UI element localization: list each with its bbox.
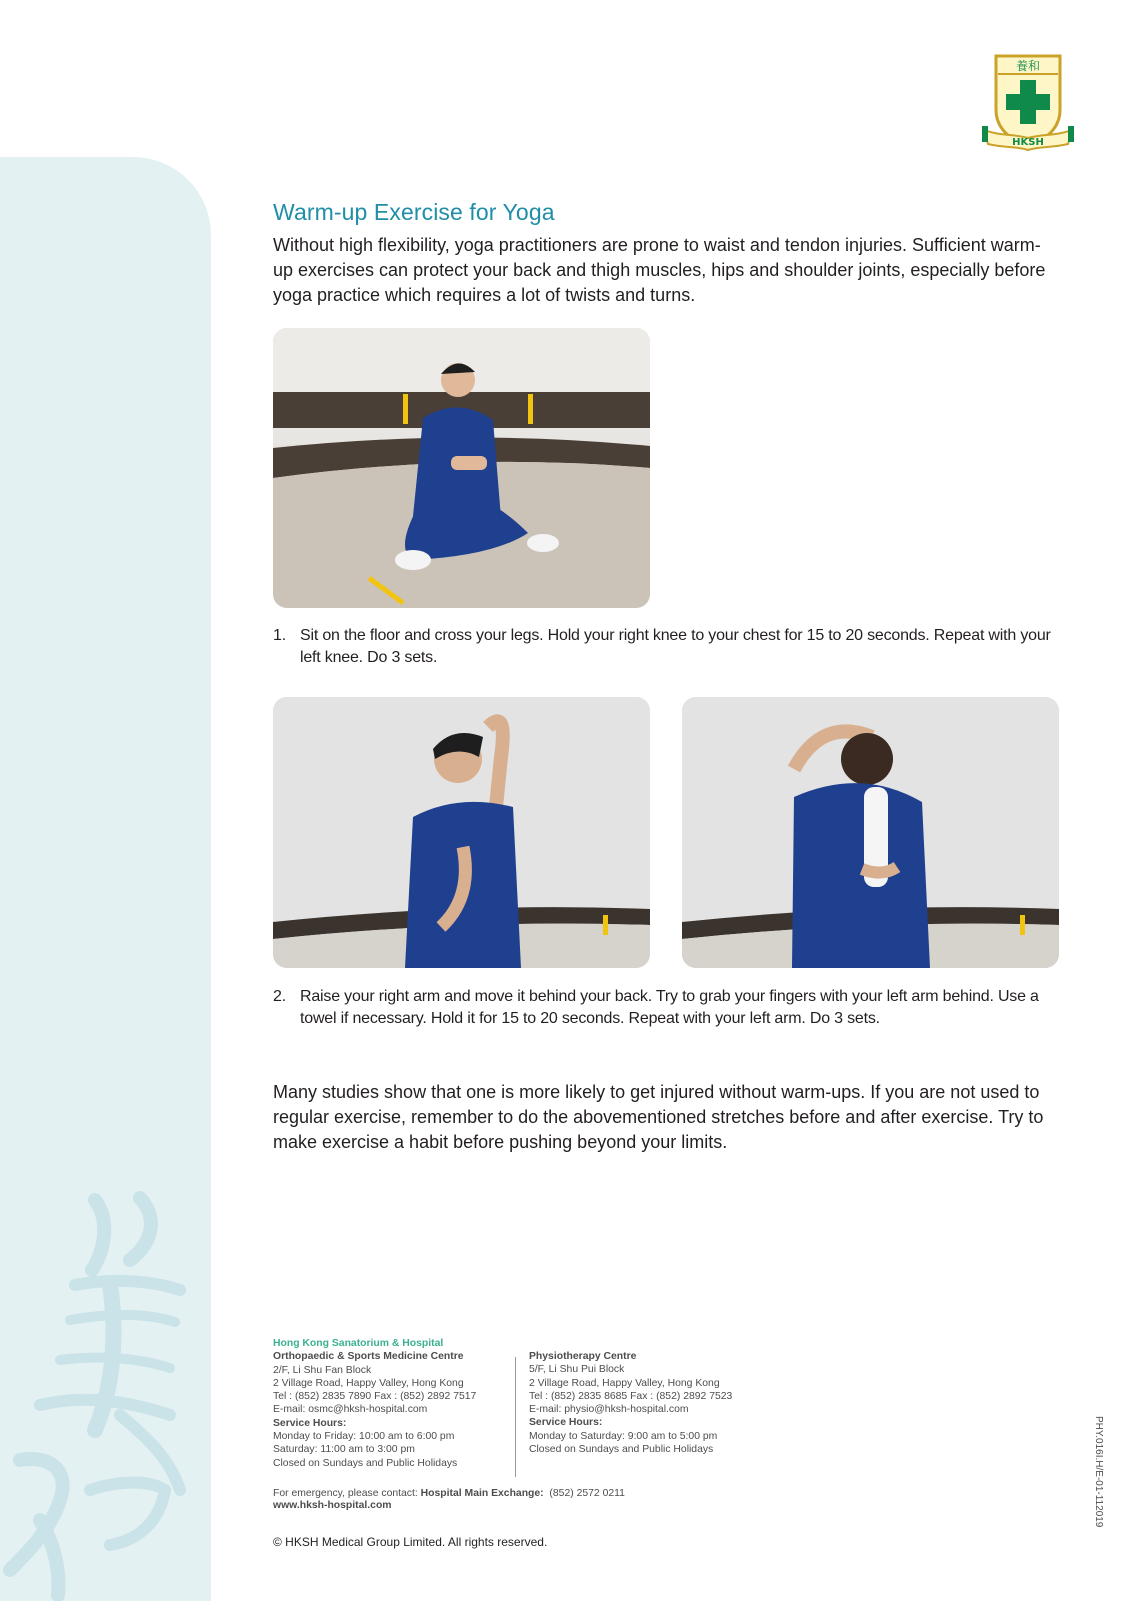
centre-b-email: E-mail: physio@hksh-hospital.com [529,1404,689,1416]
logo-abbreviation: HKSH [1012,137,1044,148]
centre-a-email: E-mail: osmc@hksh-hospital.com [273,1404,428,1416]
centre-b-address: 2 Village Road, Happy Valley, Hong Kong [529,1377,720,1389]
centre-b-hours: Monday to Saturday: 9:00 am to 5:00 pm [529,1430,718,1442]
centre-a-hours: Saturday: 11:00 am to 3:00 pm [273,1444,415,1456]
document-code: PHY.016I.H/E-01-112019 [1093,1416,1104,1528]
centre-a-hours: Monday to Friday: 10:00 am to 6:00 pm [273,1431,455,1443]
contact-physio [529,1350,769,1456]
centre-a-hours: Closed on Sundays and Public Holidays [273,1457,458,1469]
logo-chinese-text: 養和 [1015,59,1041,73]
contact-osmc [273,1337,513,1470]
centre-a-hours-label: Service Hours: [273,1417,347,1429]
exercise-photo-arm-stretch-towel [682,697,1059,968]
centre-a-address: 2 Village Road, Happy Valley, Hong Kong [273,1377,464,1389]
emergency-label: Hospital Main Exchange: [420,1488,544,1499]
step-1-number: 1. [273,627,286,644]
centre-b-hours-label: Service Hours: [529,1417,603,1429]
emergency-prefix: For emergency, please contact: [273,1488,421,1499]
calligraphy-watermark [0,1190,211,1601]
step-1 [273,625,1063,669]
centre-b-hours: Closed on Sundays and Public Holidays [529,1444,714,1456]
step-2-text: Raise your right arm and move it behind your back. Try to grab your fingers with your left arm behind. Use a towel if necessary. Hold it for 15 to 20 seconds. Repeat with your left arm. Do 3 sets. [300,988,1039,1027]
step-2-number: 2. [273,988,286,1005]
centre-a-name: Orthopaedic & Sports Medicine Centre [273,1351,464,1363]
centre-b-phone-fax: Tel : (852) 2835 8685 Fax : (852) 2892 7523 [529,1390,733,1402]
step-2 [273,986,1063,1030]
copyright-notice: © HKSH Medical Group Limited. All rights reserved. [273,1535,548,1549]
centre-b-name: Physiotherapy Centre [529,1351,637,1362]
emergency-contact [273,1487,625,1500]
article-intro: Without high flexibility, yoga practitioners are prone to waist and tendon injuries. Sufficient warm-up exercises can protect your back and thigh muscles, hips and shoulder joints, especially before yoga practice which requires a lot of twists and turns. [273,235,1046,305]
centre-a-floor: 2/F, Li Shu Fan Block [273,1364,372,1376]
closing-paragraph: Many studies show that one is more likely to get injured without warm-ups. If you are not used to regular exercise, remember to do the abovementioned stretches before and after exercise. Try to make exercise a habit before pushing beyond your limits. [273,1082,1044,1152]
centre-b-floor: 5/F, Li Shu Pui Block [529,1364,625,1376]
exercise-photo-arm-stretch-side [273,697,650,968]
organization-name: Hong Kong Sanatorium & Hospital [273,1338,444,1349]
step-1-text: Sit on the floor and cross your legs. Hold your right knee to your chest for 15 to 20 seconds. Repeat with your left knee. Do 3 sets. [300,627,1051,666]
footer-divider [515,1357,516,1477]
centre-a-phone-fax: Tel : (852) 2835 7890 Fax : (852) 2892 7517 [273,1391,477,1403]
exercise-photo-knee-hug [273,328,650,608]
article-title: Warm-up Exercise for Yoga [273,199,555,225]
hksh-logo [980,52,1076,152]
emergency-phone: (852) 2572 0211 [549,1488,625,1499]
website-link[interactable]: www.hksh-hospital.com [273,1500,392,1511]
